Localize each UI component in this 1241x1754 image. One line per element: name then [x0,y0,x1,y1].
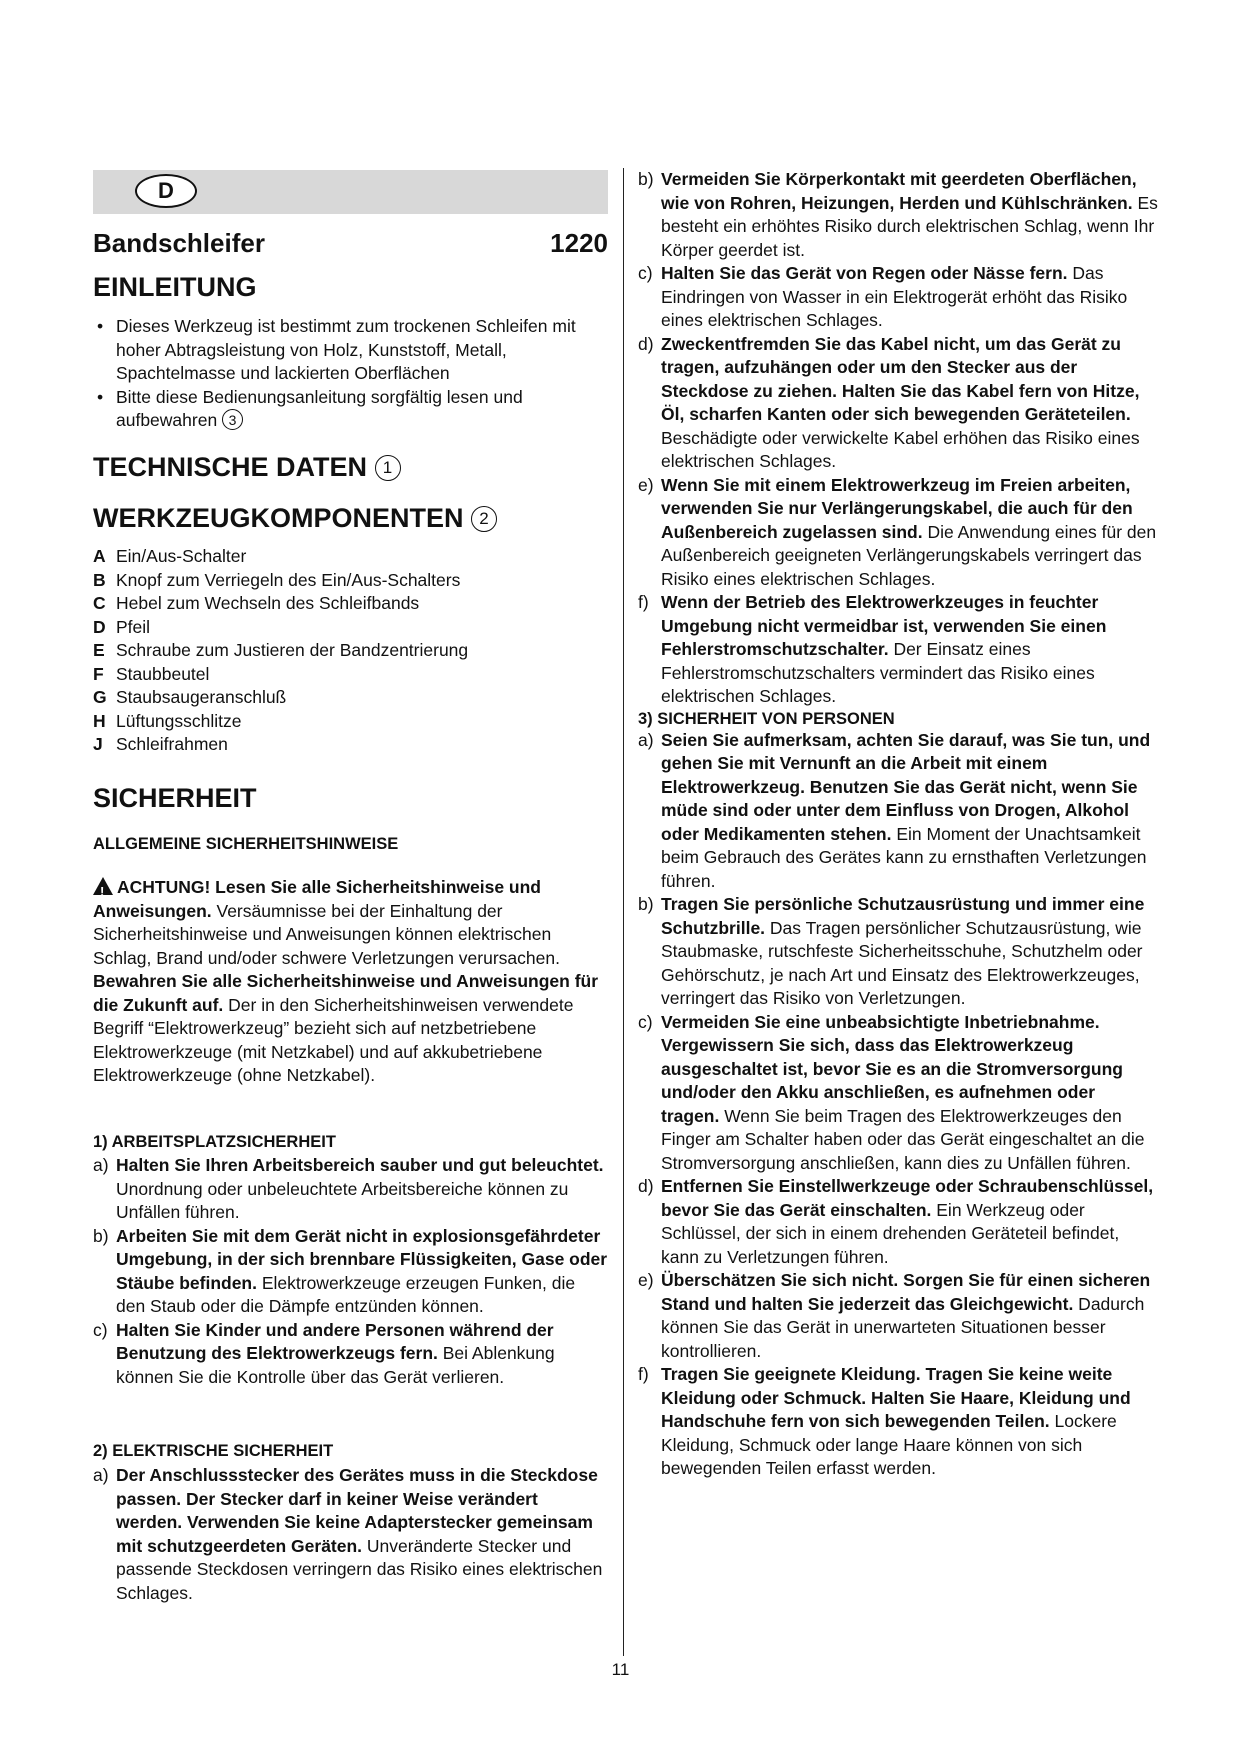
item-label: d) [638,1176,654,1196]
components-list [93,545,468,757]
component-key: G [93,687,107,707]
item-bold-text: Tragen Sie persönliche Schutzausrüstung und immer eine Schutzbrille. [661,894,1145,938]
general-warning-paragraph: !ACHTUNG! Lesen Sie alle Sicherheitshinweise und Anweisungen. Versäumnisse bei der Einhaltung der Sicherheitshinweise und Anweisungen können elektrischen Schlag, Brand und/oder schwere Verletzungen verursachen. Bewahren Sie alle Sicherheitshinweise und Anweisungen für die Zukunft auf. Der in den Sicherheitshinweisen verwendete Begriff “Elektrowerkzeug” bezieht sich auf netzbetriebene Elektrowerkzeuge (mit Netzkabel) und auf akkubetriebene Elektrowerkzeuge (ohne Netzkabel). [93,876,608,1088]
item-text: Beschädigte oder verwickelte Kabel erhöhen das Risiko eines elektrischen Schlages. [661,427,1140,471]
tech-data-heading: TECHNISCHE DATEN 1 [93,452,401,483]
intro-bullets [93,315,598,433]
electrical-safety-list-left [93,1464,608,1605]
figure-ref-icon: 1 [375,455,401,481]
item-bold-text: Entfernen Sie Einstellwerkzeuge oder Schraubenschlüssel, bevor Sie das Gerät einschalten. [661,1176,1154,1220]
personal-safety-heading: 3) SICHERHEIT VON PERSONEN [638,709,895,728]
item-bold-text: Wenn Sie mit einem Elektrowerkzeug im Freien arbeiten, verwenden Sie nur Verlängerungskabel, die auch für den Außenbereich zugelassen sind. [661,474,1133,542]
component-key: E [93,640,105,660]
safety-item [638,333,1158,474]
item-label: c) [638,1011,653,1032]
safety-heading: SICHERHEIT [93,783,257,813]
item-text: Es besteht ein erhöhtes Risiko durch elektrischen Schlag, wenn Ihr Körper geerdet ist. [661,192,1158,260]
component-label: Schleifrahmen [116,734,228,754]
component-label: Ein/Aus-Schalter [116,546,247,566]
item-label: b) [638,169,654,189]
intro-bullet: • Dieses Werkzeug ist bestimmt zum trockenen Schleifen mit hoher Abtragsleistung von Holz, Kunststoff, Metall, Spachtelmasse und lackierten Oberflächen [93,315,598,386]
components-heading: WERKZEUGKOMPONENTEN 2 [93,503,497,534]
electrical-safety-list-right [638,168,1158,709]
component-label: Lüftungsschlitze [116,710,242,731]
component-item [93,545,468,569]
item-bold-text: Halten Sie Ihren Arbeitsbereich sauber und gut beleuchtet. [116,1155,604,1175]
safety-item [93,1319,608,1390]
safety-item [93,1464,608,1605]
safety-item [638,262,1158,333]
model-number: 1220 [550,228,608,258]
safety-item [93,1225,608,1319]
item-text: Bei Ablenkung können Sie die Kontrolle über das Gerät verlieren. [116,1343,555,1387]
item-bold-text: Überschätzen Sie sich nicht. Sorgen Sie für einen sicheren Stand und halten Sie jederzeit das Gleichgewicht. [661,1270,1151,1314]
item-text: Ein Werkzeug oder Schlüssel, der sich in einem drehenden Geräteteil befindet, kann zu Verletzungen führen. [661,1199,1120,1267]
item-text: Das Tragen persönlicher Schutzausrüstung, wie Staubmaske, rutschfeste Sicherheitsschuhe, Schutzhelm oder Gehörschutz, je nach Art und Einsatz des Elektrowerkzeuges, verringert das Risiko von Verletzungen. [661,917,1143,1008]
component-item [93,663,468,687]
safety-item [638,474,1158,592]
item-text: Elektrowerkzeuge erzeugen Funken, die den Staub oder die Dämpfe entzünden können. [116,1272,576,1316]
component-label: Hebel zum Wechseln des Schleifbands [116,593,420,613]
intro-bullet: • Bitte diese Bedienungsanleitung sorgfältig lesen und aufbewahren 3 [93,386,598,433]
item-label: e) [638,474,654,495]
item-text: Dadurch können Sie das Gerät in unerwarteten Situationen besser kontrollieren. [661,1293,1145,1361]
component-key: C [93,593,106,613]
safety-item [638,591,1158,709]
component-key: B [93,569,106,590]
safety-item [93,1154,608,1225]
workplace-safety-list [93,1154,608,1389]
item-bold-text: Arbeiten Sie mit dem Gerät nicht in explosionsgefährdeter Umgebung, in der sich brennbare Flüssigkeiten, Gase oder Stäube befinden. [116,1225,608,1293]
item-bold-text: Halten Sie das Gerät von Regen oder Nässe fern. [661,263,1068,283]
item-text: Wenn Sie beim Tragen des Elektrowerkzeuges den Finger am Schalter haben oder das Gerät eingeschaltet an die Stromversorgung anschließen, kann dies zu Unfällen führen. [661,1105,1145,1173]
component-item [93,733,468,757]
safety-item [638,893,1158,1011]
warning-triangle-icon [93,877,113,895]
component-item [93,592,468,616]
item-text: Lockere Kleidung, Schmuck oder lange Haare können von sich bewegenden Teilen erfasst werden. [661,1411,1117,1478]
language-header-bar [93,170,608,214]
item-label: a) [638,729,654,750]
item-label: f) [638,1364,649,1384]
component-item [93,686,468,710]
item-bold-text: Vermeiden Sie eine unbeabsichtigte Inbetriebnahme. Vergewissern Sie sich, dass das Elektrowerkzeug ausgeschaltet ist, bevor Sie es an die Stromversorgung und/oder den Akku anschließen, es aufnehmen oder tragen. [661,1011,1123,1126]
electrical-safety-heading: 2) ELEKTRISCHE SICHERHEIT [93,1442,334,1460]
item-text: Unveränderte Stecker und passende Steckdosen verringern das Risiko eines elektrischen Schlages. [116,1535,603,1603]
item-label: b) [638,894,654,914]
general-safety-heading: ALLGEMEINE SICHERHEITSHINWEISE [93,835,399,853]
item-bold-text: Halten Sie Kinder und andere Personen während der Benutzung des Elektrowerkzeugs fern. [116,1319,554,1363]
item-text: Die Anwendung eines für den Außenbereich geeigneten Verlängerungskabels verringert das Risiko eines elektrischen Schlages. [661,521,1157,589]
component-label: Pfeil [116,616,151,637]
right-column [638,168,1158,1481]
component-item [93,710,468,734]
component-item [93,616,468,640]
item-label: b) [93,1225,109,1246]
item-label: f) [638,592,649,612]
component-key: D [93,616,106,637]
safety-item [638,1269,1158,1363]
item-label: c) [638,263,653,283]
component-key: J [93,734,103,754]
item-bold-text: Seien Sie aufmerksam, achten Sie darauf, was Sie tun, und gehen Sie mit Vernunft an die Arbeit mit einem Elektrowerkzeug. Benutzen Sie das Gerät nicht, wenn Sie müde sind oder unter dem Einfluss von Drogen, Alkohol oder Medikamenten stehen. [661,729,1151,844]
safety-item [638,1175,1158,1269]
safety-item [638,1011,1158,1176]
figure-ref-icon: 3 [222,409,243,430]
component-label: Staubsaugeranschluß [116,687,287,707]
personal-safety-list [638,729,1158,1481]
component-label: Staubbeutel [116,663,210,684]
item-label: e) [638,1270,654,1290]
figure-ref-icon: 2 [471,506,497,532]
component-item [93,569,468,593]
workplace-safety-heading: 1) ARBEITSPLATZSICHERHEIT [93,1133,336,1151]
intro-heading: EINLEITUNG [93,272,257,302]
column-divider [623,168,624,1656]
item-label: a) [93,1465,109,1485]
component-key: H [93,710,106,731]
safety-item [638,1363,1158,1481]
page-number: 11 [611,1660,630,1679]
safety-item [638,168,1158,262]
component-label: Knopf zum Verriegeln des Ein/Aus-Schalters [116,569,461,590]
item-label: a) [93,1155,109,1175]
item-label: d) [638,333,654,354]
product-title-row [93,228,608,259]
item-text: Ein Moment der Unachtsamkeit beim Gebrauch des Gerätes kann zu ernsthaften Verletzungen führen. [661,823,1147,891]
item-bold-text: Tragen Sie geeignete Kleidung. Tragen Sie keine weite Kleidung oder Schmuck. Halten Sie Haare, Kleidung und Handschuhe fern von sich bewegenden Teilen. [661,1364,1131,1431]
item-bold-text: Wenn der Betrieb des Elektrowerkzeuges in feuchter Umgebung nicht vermeidbar ist, verwenden Sie einen Fehlerstromschutzschalter. [661,592,1107,659]
language-badge: D [135,174,197,208]
component-label: Schraube zum Justieren der Bandzentrierung [116,640,469,660]
item-label: c) [93,1319,108,1340]
item-bold-text: Vermeiden Sie Körperkontakt mit geerdeten Oberflächen, wie von Rohren, Heizungen, Herden und Kühlschränken. [661,169,1137,213]
item-text: Das Eindringen von Wasser in ein Elektrogerät erhöht das Risiko eines elektrischen Schlages. [661,263,1128,330]
component-item [93,639,468,663]
item-text: Unordnung oder unbeleuchtete Arbeitsbereiche können zu Unfällen führen. [116,1178,569,1222]
product-name: Bandschleifer [93,228,265,258]
item-bold-text: Zweckentfremden Sie das Kabel nicht, um das Gerät zu tragen, aufzuhängen oder um den Stecker aus der Steckdose zu ziehen. Halten Sie das Kabel fern von Hitze, Öl, scharfen Kanten oder sich bewegenden Geräteteilen. [661,333,1140,424]
item-text: Der Einsatz eines Fehlerstromschutzschalters vermindert das Risiko eines elektrischen Schlages. [661,639,1095,706]
component-key: A [93,546,106,566]
component-key: F [93,663,104,684]
item-bold-text: Der Anschlussstecker des Gerätes muss in die Steckdose passen. Der Stecker darf in keiner Weise verändert werden. Verwenden Sie keine Adapterstecker gemeinsam mit schutzgeerdeten Geräten. [116,1465,598,1556]
safety-item [638,729,1158,894]
